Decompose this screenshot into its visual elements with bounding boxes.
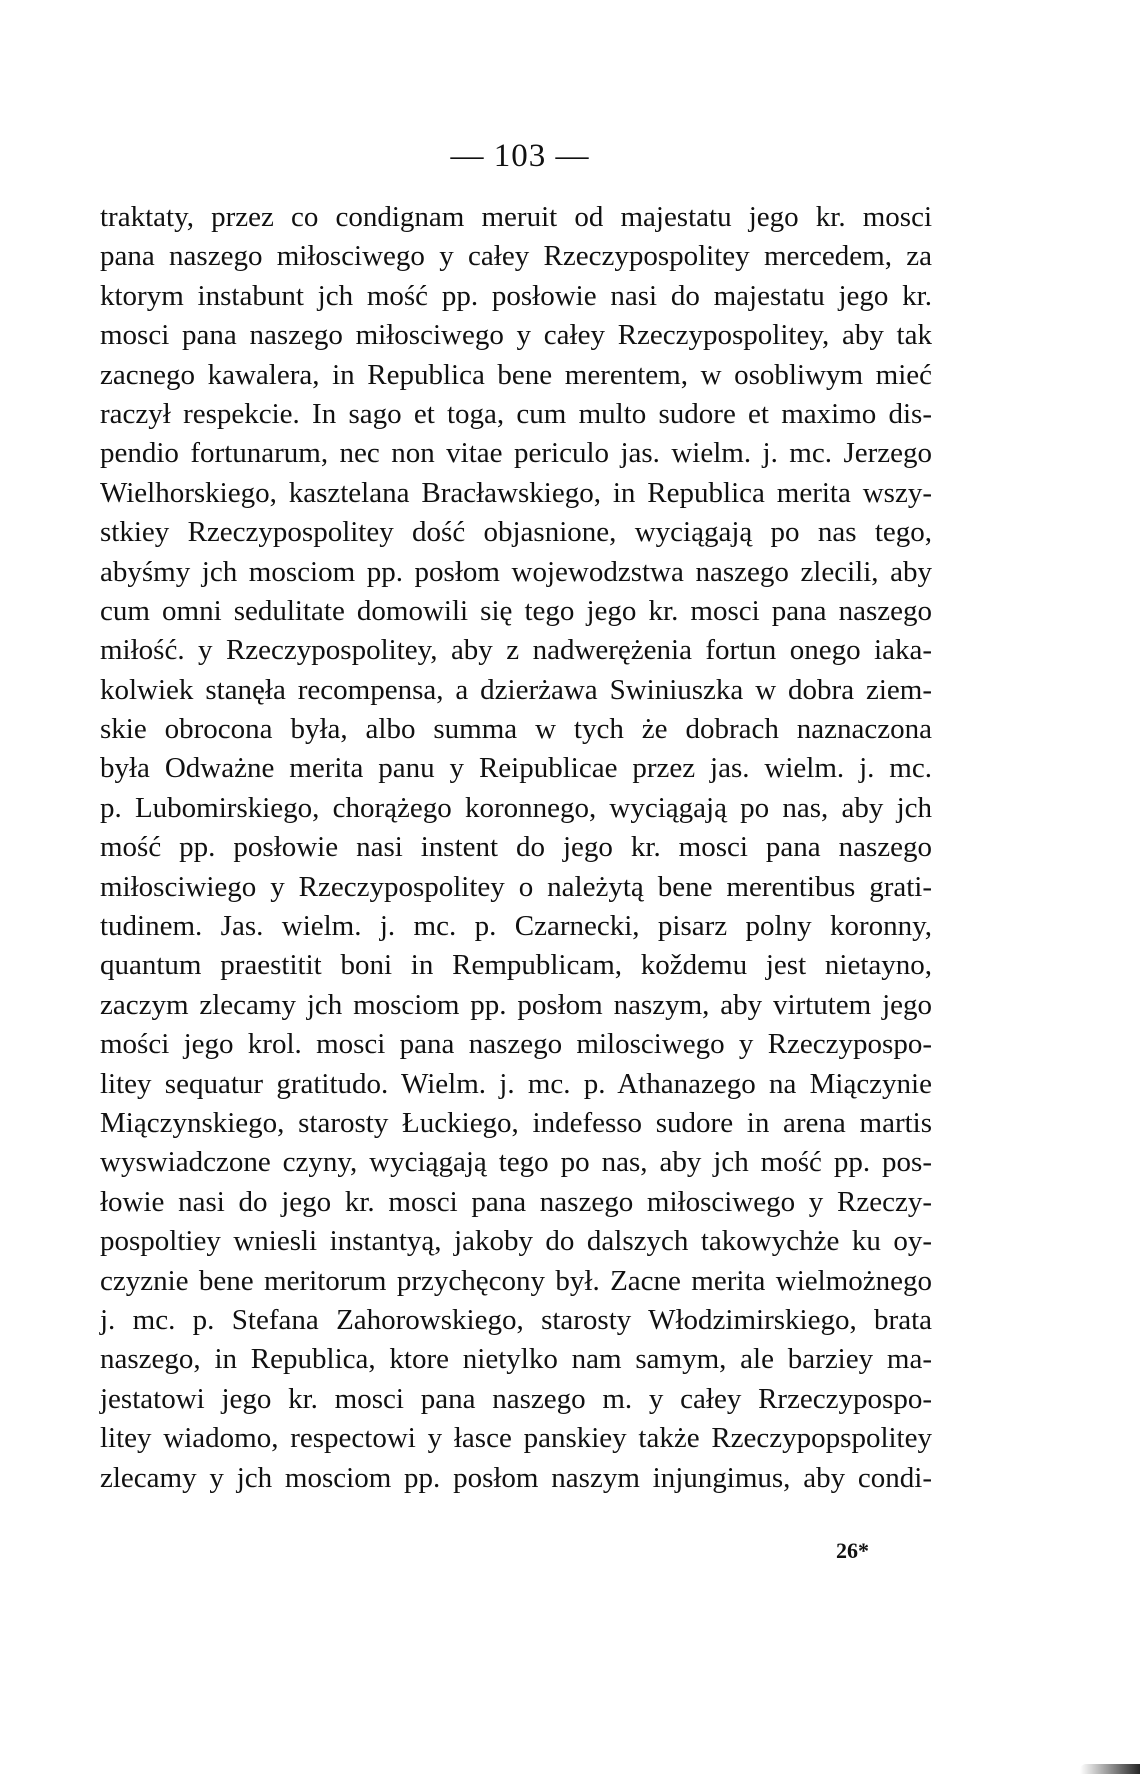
text-line: pana naszego miłosciwego y całey Rzeczypospolitey mercedem, za	[100, 240, 932, 273]
text-line: tudinem. Jas. wielm. j. mc. p. Czarnecki, pisarz polny koronny,	[100, 910, 932, 943]
signature-mark: 26*	[836, 1538, 869, 1563]
text-line: stkiey Rzeczypospolitey dość objasnione, wyciągają po nas tego,	[100, 516, 932, 549]
text-line: litey wiadomo, respectowi y łasce panskiey także Rzeczypopspolitey	[100, 1422, 932, 1455]
text-line: wyswiadczone czyny, wyciągają tego po nas, aby jch mość pp. pos-	[100, 1146, 932, 1179]
text-line: czyznie bene meritorum przychęcony był. Zacne merita wielmożnego	[100, 1264, 932, 1297]
text-line: była Odważne merita panu y Reipublicae przez jas. wielm. j. mc.	[100, 752, 932, 785]
text-line: mość pp. posłowie nasi instent do jego kr. mosci pana naszego	[100, 831, 932, 864]
text-line: skie obrocona była, albo summa w tych że dobrach naznaczona	[100, 713, 932, 746]
text-line: ktorym instabunt jch mość pp. posłowie nasi do majestatu jego kr.	[100, 279, 932, 312]
text-line: cum omni sedulitate domowili się tego jego kr. mosci pana naszego	[100, 594, 932, 627]
text-line: pospoltiey wniesli instantyą, jakoby do dalszych takowychże ku oy-	[100, 1225, 932, 1258]
text-line: mosci pana naszego miłosciwego y całey Rzeczypospolitey, aby tak	[100, 319, 932, 352]
text-line: łowie nasi do jego kr. mosci pana naszego miłosciwego y Rzeczy-	[100, 1185, 932, 1218]
body-text	[100, 198, 932, 1498]
text-line: Miączynskiego, starosty Łuckiego, indefesso sudore in arena martis	[100, 1106, 932, 1139]
text-line: jestatowi jego kr. mosci pana naszego m. y całey Rrzeczypospo-	[100, 1382, 932, 1415]
text-line: Wielhorskiego, kasztelana Bracławskiego, in Republica merita wszy-	[100, 476, 932, 509]
text-line: naszego, in Republica, ktore nietylko nam samym, ale barziey ma-	[100, 1343, 932, 1376]
text-line: kolwiek stanęła recompensa, a dzierżawa Swiniuszka w dobra ziem-	[100, 673, 932, 706]
text-line: mości jego krol. mosci pana naszego milosciwego y Rzeczypospo-	[100, 1028, 932, 1061]
text-line: abyśmy jch mosciom pp. posłom wojewodzstwa naszego zlecili, aby	[100, 555, 932, 588]
text-line: j. mc. p. Stefana Zahorowskiego, starosty Włodzimirskiego, brata	[100, 1303, 932, 1336]
text-line: zacnego kawalera, in Republica bene merentem, w osobliwym mieć	[100, 358, 932, 391]
text-line: zlecamy y jch mosciom pp. posłom naszym injungimus, aby condi-	[100, 1461, 932, 1494]
text-line: zaczym zlecamy jch mosciom pp. posłom naszym, aby virtutem jego	[100, 988, 932, 1021]
text-line: litey sequatur gratitudo. Wielm. j. mc. p. Athanazego na Miączynie	[100, 1067, 932, 1100]
text-line: p. Lubomirskiego, chorążego koronnego, wyciągają po nas, aby jch	[100, 791, 932, 824]
text-line: miłosciwiego y Rzeczypospolitey o należytą bene merentibus grati-	[100, 870, 932, 903]
text-line: miłość. y Rzeczypospolitey, aby z nadwerężenia fortun onego iaka-	[100, 634, 932, 667]
page-number: — 103 —	[450, 138, 590, 174]
text-line: quantum praestitit boni in Rempublicam, koždemu jest nietayno,	[100, 949, 932, 982]
text-line: raczył respekcie. In sago et toga, cum multo sudore et maximo dis-	[100, 397, 932, 430]
text-line: traktaty, przez co condignam meruit od majestatu jego kr. mosci	[100, 201, 932, 233]
text-line: pendio fortunarum, nec non vitae periculo jas. wielm. j. mc. Jerzego	[100, 437, 932, 470]
scan-artifact	[1080, 1764, 1140, 1774]
